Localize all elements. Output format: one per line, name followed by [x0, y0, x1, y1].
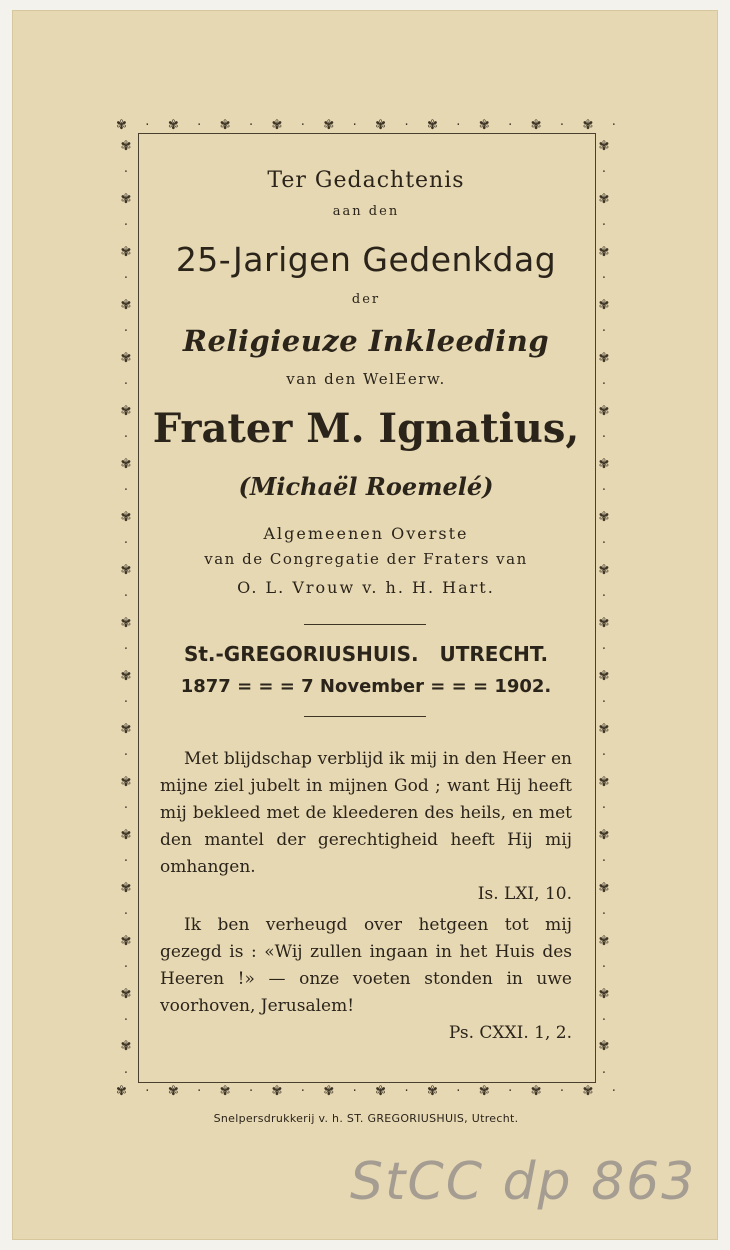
flower-ornament-icon: · — [601, 377, 607, 393]
flower-ornament-icon: ✾ — [478, 1083, 490, 1099]
flower-ornament-icon: ✾ — [323, 1083, 335, 1099]
flower-ornament-icon: · — [559, 117, 565, 133]
flower-ornament-icon: · — [601, 271, 607, 287]
flower-ornament-icon: ✾ — [375, 117, 387, 133]
flower-ornament-icon: · — [456, 117, 461, 133]
flower-ornament-icon: ✾ — [120, 456, 132, 472]
flower-ornament-icon: · — [601, 324, 607, 340]
flower-ornament-icon: ✾ — [120, 933, 132, 949]
flower-ornament-icon: · — [145, 117, 150, 133]
flower-ornament-icon: · — [601, 1065, 607, 1081]
flower-ornament-icon: ✾ — [582, 117, 594, 133]
printer-imprint: Snelpersdrukkerij v. h. ST. GREGORIUSHUIS, Utrecht. — [213, 1112, 519, 1125]
flower-ornament-icon: · — [601, 430, 607, 446]
verse-2 — [160, 912, 572, 1047]
place-line: St.-GREGORIUSHUIS. UTRECHT. — [183, 642, 549, 666]
flower-ornament-icon: · — [601, 218, 607, 234]
flower-ornament-icon: · — [197, 1083, 202, 1099]
flower-ornament-icon: ✾ — [120, 244, 132, 260]
flower-ornament-icon: ✾ — [219, 1083, 231, 1099]
flower-ornament-icon: ✾ — [598, 456, 610, 472]
flower-ornament-icon: · — [300, 1083, 305, 1099]
catalog-mark: StCC dp 863 — [350, 1152, 697, 1212]
person-civil-name: (Michaël Roemelé) — [238, 472, 494, 501]
flower-ornament-icon: · — [248, 117, 254, 133]
flower-ornament-icon: ✾ — [120, 139, 132, 154]
flower-ornament-icon: ✾ — [598, 297, 610, 313]
flower-ornament-icon: · — [601, 960, 607, 976]
verse-1-text: Met blijdschap verblijd ik mij in den Heer en mijne ziel jubelt in mijnen God ; want Hij heeft mij bekleed met de kleederen des heils, en met den mantel der gerechtigheid heeft Hij mij omhangen. — [160, 749, 572, 877]
flower-ornament-icon: · — [123, 536, 129, 552]
divider-bottom — [304, 716, 426, 717]
heading-line-5: Religieuze Inkleeding — [182, 324, 550, 358]
flower-ornament-icon: · — [123, 1065, 129, 1081]
flower-ornament-icon: ✾ — [116, 1083, 127, 1099]
flower-ornament-icon: ✾ — [120, 297, 132, 313]
date-line: 1877 = = = 7 November = = = 1902. — [180, 676, 552, 697]
flower-ornament-icon: · — [601, 907, 607, 923]
flower-ornament-icon: ✾ — [598, 721, 610, 737]
flower-ornament-icon: · — [456, 1083, 461, 1099]
heading-line-1: Ter Gedachtenis — [267, 168, 465, 193]
flower-ornament-icon: · — [123, 960, 129, 976]
flower-ornament-icon: ✾ — [120, 509, 132, 525]
flower-ornament-icon: · — [601, 854, 607, 870]
flower-ornament-icon: ✾ — [271, 1083, 283, 1099]
flower-ornament-icon: ✾ — [120, 668, 132, 684]
flower-ornament-icon: ✾ — [598, 615, 610, 631]
flower-ornament-icon: · — [601, 748, 607, 764]
flower-ornament-icon: · — [123, 430, 129, 446]
flower-ornament-icon: ✾ — [116, 117, 127, 133]
verse-2-reference: Ps. CXXI. 1, 2. — [448, 1023, 572, 1043]
flower-ornament-icon: · — [197, 117, 202, 133]
flower-ornament-icon: ✾ — [323, 117, 335, 133]
flower-ornament-icon: · — [123, 1012, 129, 1028]
flower-ornament-icon: · — [123, 748, 129, 764]
flower-ornament-icon: ✾ — [219, 117, 231, 133]
flower-ornament-icon: ✾ — [120, 986, 132, 1002]
flower-ornament-icon: ✾ — [598, 403, 610, 419]
flower-ornament-icon: · — [123, 218, 129, 234]
flower-ornament-icon: ✾ — [598, 244, 610, 260]
flower-ornament-icon: · — [300, 117, 305, 133]
heading-line-3: 25-Jarigen Gedenkdag — [175, 240, 557, 279]
office-line-1: Algemeenen Overste — [263, 524, 469, 543]
ornament-border-bottom — [116, 1083, 616, 1099]
flower-ornament-icon: · — [601, 536, 607, 552]
ornament-border-left — [118, 140, 134, 1080]
flower-ornament-icon: ✾ — [478, 117, 490, 133]
office-line-2: van de Congregatie der Fraters van — [204, 550, 528, 568]
flower-ornament-icon: ✾ — [426, 1083, 438, 1099]
flower-ornament-icon: · — [123, 642, 129, 658]
flower-ornament-icon: · — [508, 1083, 513, 1099]
flower-ornament-icon: ✾ — [598, 827, 610, 843]
flower-ornament-icon: · — [601, 483, 607, 499]
ornament-border-top — [116, 117, 616, 133]
flower-ornament-icon: · — [601, 801, 607, 817]
flower-ornament-icon: · — [123, 377, 129, 393]
flower-ornament-icon: · — [352, 1083, 357, 1099]
flower-ornament-icon: · — [123, 324, 129, 340]
flower-ornament-icon: · — [404, 1083, 409, 1099]
flower-ornament-icon: · — [601, 165, 607, 181]
flower-ornament-icon: · — [352, 117, 357, 133]
flower-ornament-icon: ✾ — [120, 880, 132, 896]
flower-ornament-icon: · — [601, 589, 607, 605]
divider-top — [304, 624, 426, 625]
verse-2-text: Ik ben verheugd over hetgeen tot mij gezegd is : «Wij zullen ingaan in het Huis des Heeren !» — onze voeten stonden in uwe voorhoven, Jerusalem! — [160, 915, 572, 1016]
flower-ornament-icon: ✾ — [598, 933, 610, 949]
flower-ornament-icon: ✾ — [598, 139, 610, 154]
flower-ornament-icon: · — [123, 271, 129, 287]
flower-ornament-icon: ✾ — [598, 350, 610, 366]
flower-ornament-icon: · — [601, 642, 607, 658]
flower-ornament-icon: ✾ — [167, 117, 179, 133]
flower-ornament-icon: ✾ — [582, 1083, 594, 1099]
flower-ornament-icon: · — [123, 589, 129, 605]
flower-ornament-icon: · — [123, 801, 129, 817]
flower-ornament-icon: ✾ — [598, 880, 610, 896]
flower-ornament-icon: ✾ — [598, 509, 610, 525]
flower-ornament-icon: · — [508, 117, 513, 133]
flower-ornament-icon: · — [123, 907, 129, 923]
flower-ornament-icon: ✾ — [598, 562, 610, 578]
flower-ornament-icon: · — [601, 1012, 607, 1028]
flower-ornament-icon: ✾ — [120, 562, 132, 578]
flower-ornament-icon: · — [601, 695, 607, 711]
flower-ornament-icon: · — [559, 1083, 565, 1099]
flower-ornament-icon: ✾ — [530, 117, 542, 133]
flower-ornament-icon: ✾ — [530, 1083, 542, 1099]
office-line-3: O. L. Vrouw v. h. H. Hart. — [237, 578, 495, 597]
heading-line-4: der — [351, 292, 381, 307]
flower-ornament-icon: ✾ — [598, 986, 610, 1002]
heading-line-2: aan den — [332, 204, 400, 219]
verse-1-reference: Is. LXI, 10. — [477, 884, 572, 904]
flower-ornament-icon: ✾ — [120, 350, 132, 366]
flower-ornament-icon: ✾ — [598, 774, 610, 790]
flower-ornament-icon: ✾ — [375, 1083, 387, 1099]
flower-ornament-icon: · — [123, 483, 129, 499]
flower-ornament-icon: ✾ — [120, 1039, 132, 1055]
flower-ornament-icon: ✾ — [167, 1083, 179, 1099]
person-name: Frater M. Ignatius, — [152, 405, 580, 452]
flower-ornament-icon: ✾ — [598, 668, 610, 684]
heading-line-6: van den WelEerw. — [286, 370, 446, 388]
ornament-border-right — [596, 140, 612, 1080]
flower-ornament-icon: · — [248, 1083, 254, 1099]
flower-ornament-icon: ✾ — [598, 191, 610, 207]
flower-ornament-icon: ✾ — [120, 403, 132, 419]
flower-ornament-icon: · — [611, 1083, 616, 1099]
flower-ornament-icon: · — [123, 165, 129, 181]
flower-ornament-icon: ✾ — [598, 1039, 610, 1055]
flower-ornament-icon: ✾ — [120, 191, 132, 207]
flower-ornament-icon: ✾ — [271, 117, 283, 133]
flower-ornament-icon: · — [145, 1083, 150, 1099]
flower-ornament-icon: ✾ — [120, 615, 132, 631]
flower-ornament-icon: · — [123, 854, 129, 870]
flower-ornament-icon: ✾ — [120, 721, 132, 737]
flower-ornament-icon: · — [404, 117, 409, 133]
flower-ornament-icon: · — [123, 695, 129, 711]
flower-ornament-icon: ✾ — [120, 774, 132, 790]
flower-ornament-icon: ✾ — [120, 827, 132, 843]
flower-ornament-icon: ✾ — [426, 117, 438, 133]
flower-ornament-icon: · — [611, 117, 616, 133]
verse-1 — [160, 746, 572, 908]
